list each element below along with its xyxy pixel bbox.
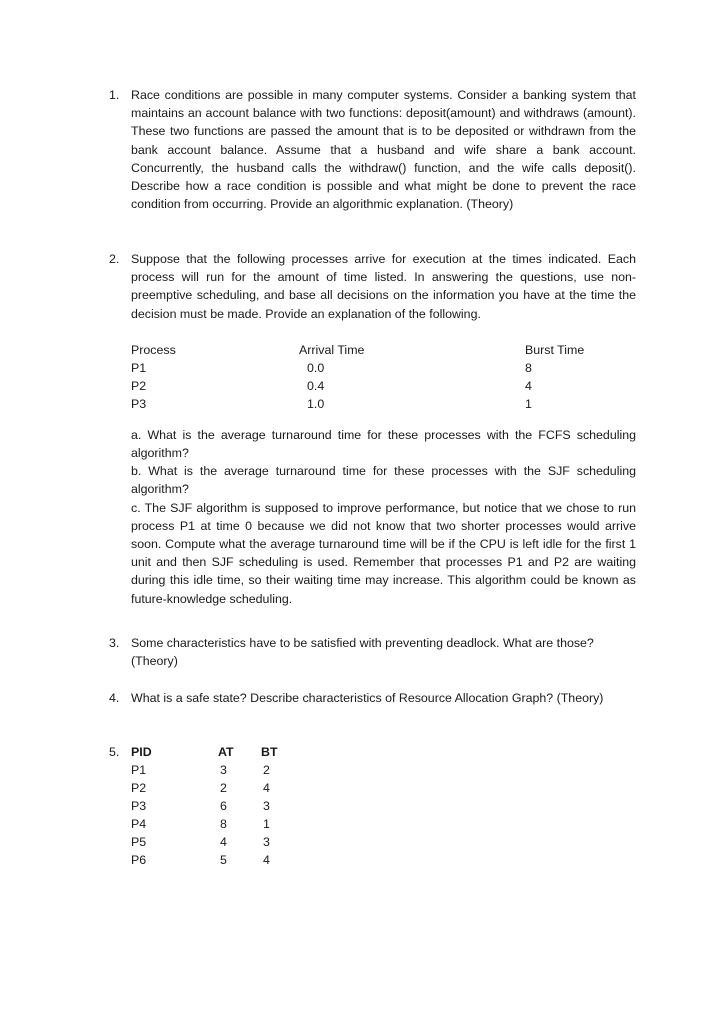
pid-cell: P4 (131, 817, 147, 831)
table-row (131, 797, 636, 815)
bt-cell: 4 (263, 853, 270, 867)
header-process: Process (131, 342, 176, 357)
question-2-number: 2. (109, 252, 120, 266)
table-row (131, 377, 636, 395)
header-bt: BT (261, 745, 278, 759)
pid-cell: P6 (131, 853, 147, 867)
question-5 (109, 743, 636, 871)
bt-cell: 2 (263, 763, 270, 777)
at-cell: 3 (220, 763, 227, 777)
process-table-header (131, 341, 636, 359)
process-cell: P2 (131, 378, 147, 393)
at-cell: 2 (220, 781, 227, 795)
arrival-cell: 0.0 (307, 360, 325, 375)
question-1 (109, 86, 636, 213)
question-5-number: 5. (109, 745, 120, 759)
question-4-text: What is a safe state? Describe characteristics of Resource Allocation Graph? (Theory) (131, 691, 604, 705)
question-1-number: 1. (109, 88, 120, 102)
table-row (131, 815, 636, 833)
question-2-text: Suppose that the following processes arrive for execution at the times indicated. Each process will run for the amount of time listed. In answering the questions, use non-preemptive scheduling, and base all decisions on the information you have at the time the decision must be made. Provide an explanation of the following. (131, 252, 636, 321)
table-row (131, 761, 636, 779)
question-3 (109, 634, 636, 670)
burst-cell: 8 (525, 360, 532, 375)
at-cell: 8 (220, 817, 227, 831)
burst-cell: 4 (525, 378, 532, 393)
question-2-part-b: b. What is the average turnaround time for these processes with the SJF scheduling algorithm? (131, 464, 636, 497)
bt-cell: 1 (263, 817, 270, 831)
header-at: AT (218, 745, 234, 759)
pid-cell: P5 (131, 835, 147, 849)
pid-cell: P3 (131, 799, 147, 813)
at-cell: 5 (220, 853, 227, 867)
process-table (131, 341, 636, 414)
question-2-part-a: a. What is the average turnaround time for these processes with the FCFS scheduling algorithm? (131, 427, 636, 461)
process-cell: P3 (131, 396, 147, 411)
at-cell: 6 (220, 799, 227, 813)
table-row (131, 851, 636, 869)
table-row (131, 359, 636, 377)
arrival-cell: 1.0 (307, 396, 325, 411)
question-2-part-c: c. The SJF algorithm is supposed to improve performance, but notice that we chose to run process P1 at time 0 because we did not know that two shorter processes would arrive soon. Compute what the average turnaround time will be if the CPU is left idle for the first 1 unit and then SJF scheduling is used. Remember that processes P1 and P2 are waiting during this idle time, so their waiting time may increase. This algorithm could be known as future-knowledge scheduling. (131, 500, 636, 606)
question-2 (109, 250, 636, 608)
question-3-text: Some characteristics have to be satisfied with preventing deadlock. What are those? (Theory) (131, 636, 594, 669)
question-4 (109, 689, 636, 707)
bt-cell: 4 (263, 781, 270, 795)
at-cell: 4 (220, 835, 227, 849)
pid-cell: P1 (131, 763, 147, 777)
table-row (131, 779, 636, 797)
table-row (131, 833, 636, 851)
table-row (131, 395, 636, 413)
process-cell: P1 (131, 360, 147, 375)
burst-cell: 1 (525, 396, 532, 411)
header-burst-time: Burst Time (525, 342, 585, 357)
pid-table-header (131, 743, 636, 761)
header-arrival-time: Arrival Time (299, 342, 365, 357)
bt-cell: 3 (263, 835, 270, 849)
pid-table (131, 743, 636, 871)
bt-cell: 3 (263, 799, 270, 813)
question-3-number: 3. (109, 636, 120, 650)
question-4-number: 4. (109, 691, 120, 705)
header-pid: PID (131, 745, 152, 759)
arrival-cell: 0.4 (307, 378, 325, 393)
pid-cell: P2 (131, 781, 147, 795)
question-1-text: Race conditions are possible in many computer systems. Consider a banking system that maintains an account balance with two functions: deposit(amount) and withdraws (amount). These two functions are passed the amount that is to be deposited or withdrawn from the bank account balance. Assume that a husband and wife share a bank account. Concurrently, the husband calls the withdraw() function, and the wife calls deposit(). Describe how a race condition is possible and what might be done to prevent the race condition from occurring. Provide an algorithmic explanation. (Theory) (131, 88, 636, 212)
